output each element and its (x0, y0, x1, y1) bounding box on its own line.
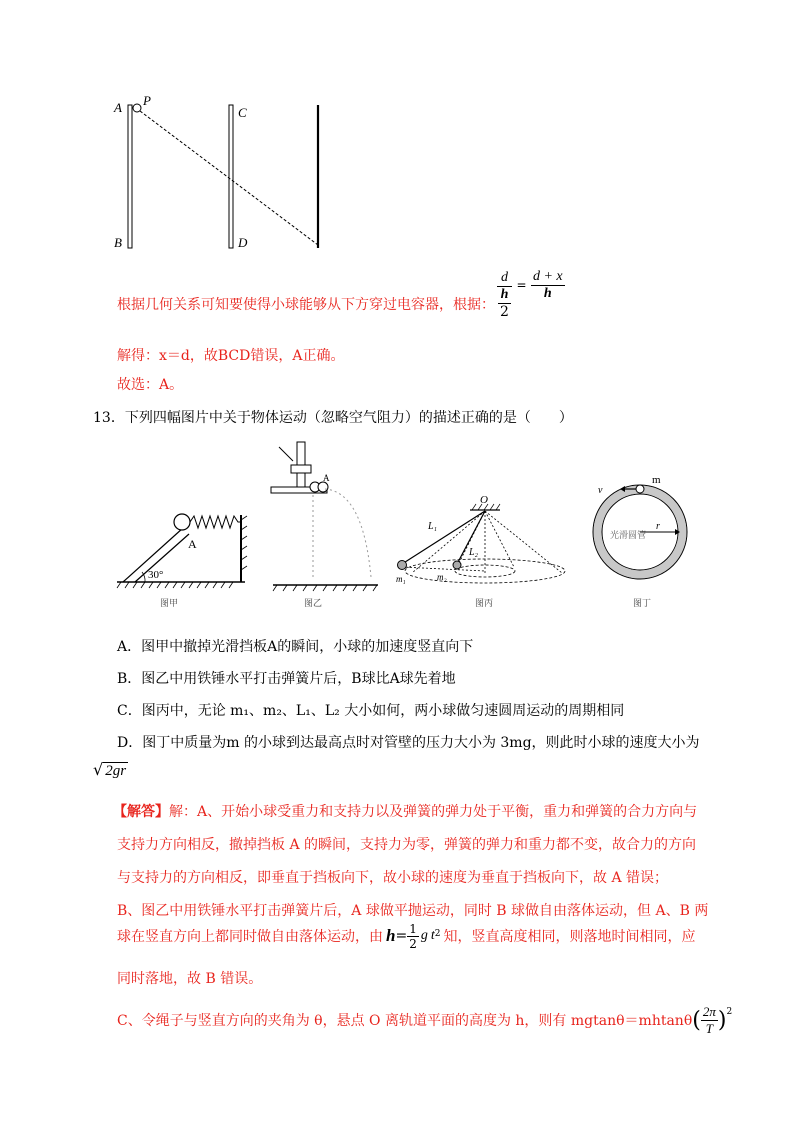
formula-d: d (497, 270, 512, 287)
analysis-line-5 (117, 914, 695, 958)
formula-eq: = (516, 278, 527, 292)
ding-v: v (598, 485, 603, 496)
ball-p (133, 104, 141, 112)
formula-two: 2 (500, 304, 509, 320)
option-b: B．图乙中用铁锤水平打击弹簧片后，B球比A球先着地 (117, 671, 456, 687)
analysis-l5-pre: 球在竖直方向上都同时做自由落体运动，由 (117, 929, 383, 945)
analysis-line-3: 与支持力的方向相反，即垂直于挡板向下，故小球的速度为垂直于挡板向下，故 A 错误； (117, 870, 669, 886)
analysis-line-4: B、图乙中用铁锤水平打击弹簧片后，A 球做平抛运动，同时 B 球做自由落体运动，但 A、B 两 (117, 903, 709, 919)
plate-ab (128, 105, 132, 248)
geometry-text: 根据几何关系可知要使得小球能够从下方穿过电容器，根据： (117, 297, 495, 313)
solve-line: 解得：x＝d，故BCD错误，A正确。 (117, 348, 345, 364)
ratio-formula (497, 270, 565, 320)
analysis-line-1 (113, 801, 697, 821)
figure-jia (115, 500, 255, 610)
l7-t: T (705, 1020, 713, 1036)
option-d: D．图丁中质量为m 的小球到达最高点时对管壁的压力大小为 3mg，则此时小球的速度大小为 (117, 735, 700, 751)
figure-ding (592, 475, 697, 595)
figure-yi (263, 437, 388, 595)
bing-l1: L₁ (428, 521, 438, 532)
bing-m2: m₂ (437, 572, 447, 582)
bing-m1: m₁ (396, 574, 406, 584)
figure-bing (392, 437, 572, 595)
l7-sq: 2 (726, 1007, 733, 1017)
l7-two-pi: 2π (702, 1003, 716, 1019)
label-p: P (143, 93, 151, 108)
l5-sq: 2 (434, 929, 441, 939)
answer-line: 故选：A。 (117, 377, 184, 393)
l5-t: t (430, 928, 435, 943)
ding-tube: 光滑圆管 (610, 530, 647, 540)
analysis-tag: 【解答】 (113, 804, 169, 820)
analysis-l1: 解：A、开始小球受重力和支持力以及弹簧的弹力处于平衡，重力和弹簧的合力方向与 (169, 804, 698, 820)
ding-m: m (652, 475, 661, 486)
caption-yi: 图乙 (304, 599, 323, 609)
plate-cd (229, 105, 233, 248)
l5-two: 2 (409, 936, 417, 951)
analysis-line-7: C、令绳子与竖直方向的夹角为 θ，悬点 O 离轨道平面的高度为 h，则有 mgtanθ＝mhtanθ ( $\frac{2\pi}{T}$ ) $^2$ (117, 1003, 733, 1036)
caption-ding: 图丁 (633, 599, 652, 609)
label-d: D (238, 235, 248, 250)
option-d-sqrt: √ 2gr (93, 760, 127, 779)
geometry-text-line (117, 294, 495, 314)
formula-d-plus-x: d + x (532, 268, 563, 284)
l5-g: g (420, 928, 428, 943)
option-a: A．图甲中撤掉光滑挡板A的瞬间，小球的加速度竖直向下 (117, 639, 474, 655)
l5-one: 1 (409, 921, 417, 936)
bing-o: O (480, 494, 488, 506)
capacitor-figure (105, 90, 335, 260)
analysis-l7-pre: C、令绳子与竖直方向的夹角为 θ，悬点 O 离轨道平面的高度为 h，则有 mgtanθ＝mhtanθ (117, 1013, 693, 1029)
label-c: C (238, 105, 247, 120)
bing-l2: L₂ (469, 547, 479, 558)
question-number: 13． (93, 410, 125, 426)
yi-label-a: A (323, 473, 330, 483)
question-stem (93, 407, 573, 427)
l5-h: h (386, 926, 396, 945)
formula-h-2: h (543, 285, 552, 301)
option-c: C．图丙中，无论 m₁、m₂、L₁、L₂ 大小如何，两小球做匀速圆周运动的周期相同 (117, 703, 625, 719)
caption-bing: 图丙 (475, 599, 494, 609)
jia-label-a: A (188, 537, 197, 551)
ding-r: r (656, 521, 660, 532)
formula-h: h (498, 287, 511, 304)
caption-jia: 图甲 (160, 599, 179, 609)
label-a: A (114, 100, 122, 115)
analysis-l5-post: 知，竖直高度相同，则落地时间相同，应 (443, 929, 696, 945)
analysis-line-2: 支持力方向相反，撤掉挡板 A 的瞬间，支持力为零，弹簧的弹力和重力都不变，故合力的方向 (117, 837, 697, 853)
l5-eq: = (395, 928, 408, 944)
label-b: B (114, 235, 122, 250)
analysis-line-6: 同时落地，故 B 错误。 (117, 971, 263, 987)
question-text: 下列四幅图片中关于物体运动（忽略空气阻力）的描述正确的是（ ） (124, 410, 573, 426)
sqrt-value: 2gr (105, 763, 127, 779)
jia-angle: 30° (148, 569, 164, 581)
